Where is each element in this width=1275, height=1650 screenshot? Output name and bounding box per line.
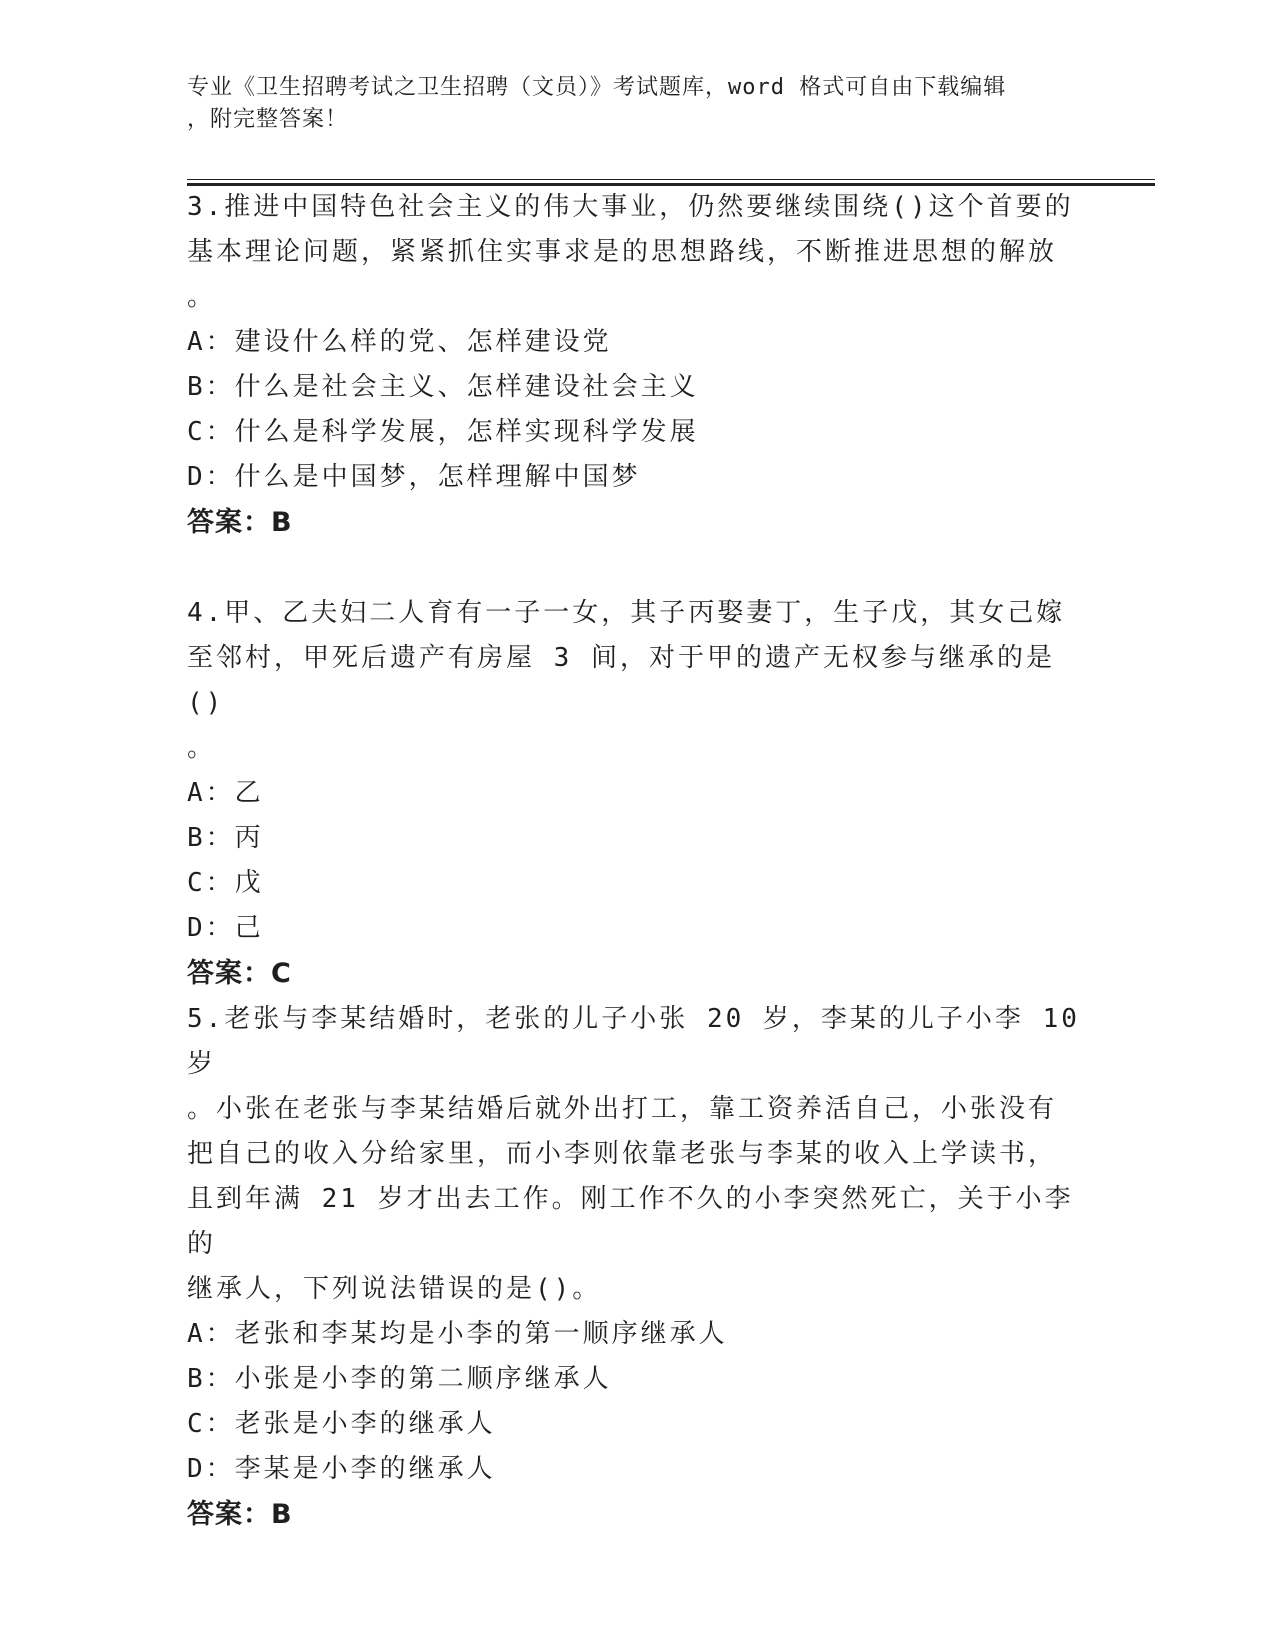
question-4-answer: 答案：C xyxy=(187,958,292,989)
question-4-option-c: C：戊 xyxy=(187,868,264,898)
question-3-line-1: 3.推进中国特色社会主义的伟大事业，仍然要继续围绕()这个首要的 xyxy=(187,192,1074,222)
question-5-option-a: A：老张和李某均是小李的第一顺序继承人 xyxy=(187,1319,728,1349)
question-5-option-b: B：小张是小李的第二顺序继承人 xyxy=(187,1364,612,1394)
header-divider-thin xyxy=(187,179,1155,180)
question-5-line-1: 5.老张与李某结婚时，老张的儿子小张 20 岁，李某的儿子小李 10 岁 xyxy=(187,1004,1099,1079)
question-3-option-c: C：什么是科学发展，怎样实现科学发展 xyxy=(187,417,699,447)
question-5-line-5: 继承人，下列说法错误的是()。 xyxy=(187,1274,602,1304)
question-5-line-3: 把自己的收入分给家里，而小李则依靠老张与李某的收入上学读书， xyxy=(187,1139,1058,1169)
question-4-line-2: 至邻村，甲死后遗产有房屋 3 间，对于甲的遗产无权参与继承的是() xyxy=(187,643,1055,718)
question-5-line-2: 。小张在老张与李某结婚后就外出打工，靠工资养活自己，小张没有 xyxy=(187,1094,1058,1124)
document-header xyxy=(187,72,1067,136)
question-5-line-4: 且到年满 21 岁才出去工作。刚工作不久的小李突然死亡，关于小李的 xyxy=(187,1184,1074,1259)
question-5-option-d: D：李某是小李的继承人 xyxy=(187,1454,496,1484)
header-line-1: 专业《卫生招聘考试之卫生招聘（文员）》考试题库，word 格式可自由下载编辑 xyxy=(187,75,1007,100)
question-4-line-3: 。 xyxy=(187,733,217,763)
question-4-line-1: 4.甲、乙夫妇二人育有一子一女，其子丙娶妻丁，生子戊，其女己嫁 xyxy=(187,598,1066,628)
question-4-option-b: B：丙 xyxy=(187,823,264,853)
question-3-option-a: A：建设什么样的党、怎样建设党 xyxy=(187,327,612,357)
question-3-line-2: 基本理论问题，紧紧抓住实事求是的思想路线，不断推进思想的解放 xyxy=(187,237,1058,267)
question-3-line-3: 。 xyxy=(187,282,217,312)
question-5-answer: 答案：B xyxy=(187,1499,293,1530)
question-4 xyxy=(187,591,1087,996)
question-3-option-d: D：什么是中国梦，怎样理解中国梦 xyxy=(187,462,641,492)
question-4-option-d: D：己 xyxy=(187,913,264,943)
question-3 xyxy=(187,185,1087,545)
question-3-option-b: B：什么是社会主义、怎样建设社会主义 xyxy=(187,372,699,402)
question-3-answer: 答案：B xyxy=(187,507,293,538)
question-5-option-c: C：老张是小李的继承人 xyxy=(187,1409,496,1439)
question-4-option-a: A：乙 xyxy=(187,778,264,808)
header-line-2: ，附完整答案！ xyxy=(187,107,349,132)
question-5 xyxy=(187,997,1099,1537)
